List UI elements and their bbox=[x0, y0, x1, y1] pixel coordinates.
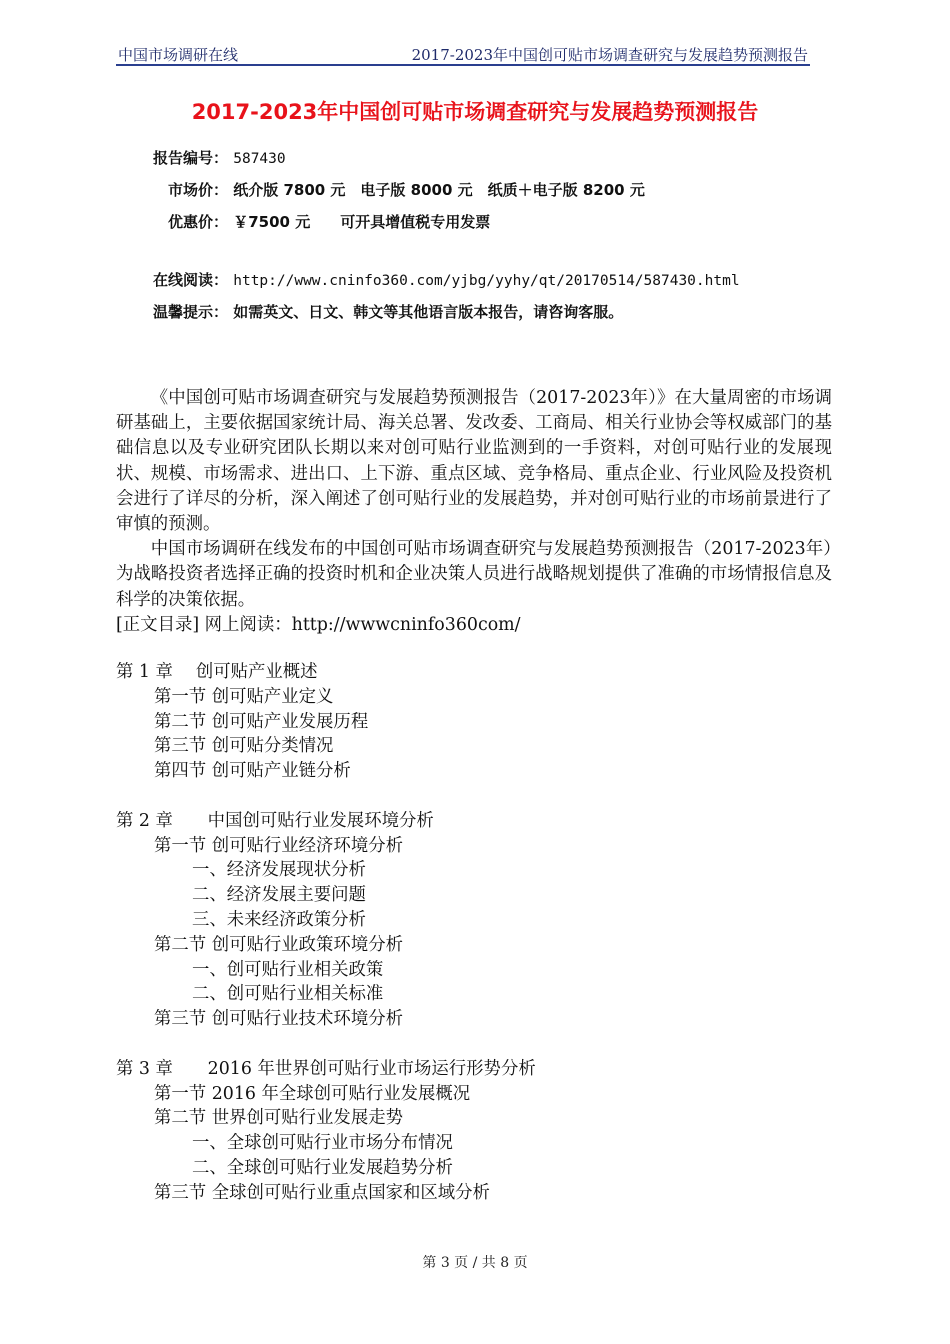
toc-item: 三、未来经济政策分析 bbox=[192, 909, 366, 930]
report-number-label: 报告编号： bbox=[152, 149, 228, 167]
price-label: 市场价： bbox=[167, 181, 228, 199]
toc-chapter-3: 第 3 章 2016 年世界创可贴行业市场运行形势分析 bbox=[116, 1058, 536, 1079]
toc-item: 二、全球创可贴行业发展趋势分析 bbox=[192, 1157, 453, 1178]
intro-paragraph-2: 中国市场调研在线发布的中国创可贴市场调查研究与发展趋势预测报告（2017-2023年）为战略投资者选择正确的投资时机和企业决策人员进行战略规划提供了准确的市场情报信息及科学的决策依据。 bbox=[116, 539, 832, 610]
toc-item: 二、创可贴行业相关标准 bbox=[192, 984, 384, 1005]
discount-row bbox=[130, 211, 490, 232]
toc-section: 第二节 创可贴产业发展历程 bbox=[154, 711, 369, 732]
toc-item: 一、经济发展现状分析 bbox=[192, 860, 366, 881]
price-row bbox=[130, 179, 645, 200]
header-site-name: 中国市场调研在线 bbox=[118, 46, 239, 64]
toc-item: 二、经济发展主要问题 bbox=[192, 885, 366, 906]
discount-value: ￥7500 元 可开具增值税专用发票 bbox=[233, 213, 491, 231]
online-reading-label: 在线阅读： bbox=[152, 271, 228, 289]
toc-section: 第一节 2016 年全球创可贴行业发展概况 bbox=[154, 1083, 471, 1104]
toc-section: 第三节 创可贴行业技术环境分析 bbox=[154, 1009, 403, 1030]
toc-item: 一、创可贴行业相关政策 bbox=[192, 959, 384, 980]
price-value: 纸介版 7800 元 电子版 8000 元 纸质＋电子版 8200 元 bbox=[233, 181, 645, 199]
report-number-row bbox=[130, 147, 286, 168]
toc-chapter-2: 第 2 章 中国创可贴行业发展环境分析 bbox=[116, 810, 434, 831]
toc-section: 第二节 世界创可贴行业发展走势 bbox=[154, 1108, 403, 1129]
intro-paragraph-1: 《中国创可贴市场调查研究与发展趋势预测报告（2017-2023年）》在大量周密的市场调研基础上，主要依据国家统计局、海关总署、发改委、工商局、相关行业协会等权威部门的基础信息以及专业研究团队长期以来对创可贴行业监测到的一手资料，对创可贴行业的发展现状、规模、市场需求、进出口、上下游、重点区域、竞争格局、重点企业、行业风险及投资机会进行了详尽的分析，深入阐述了创可贴行业的发展趋势，并对创可贴行业的市场前景进行了审慎的预测。 bbox=[116, 388, 832, 535]
toc-section: 第三节 全球创可贴行业重点国家和区域分析 bbox=[154, 1182, 490, 1203]
toc-section: 第一节 创可贴产业定义 bbox=[154, 686, 334, 707]
intro-section bbox=[116, 386, 832, 638]
toc-section: 第四节 创可贴产业链分析 bbox=[154, 761, 351, 782]
table-of-contents bbox=[116, 660, 536, 1206]
toc-section: 第三节 创可贴分类情况 bbox=[154, 736, 334, 757]
header-report-title: 2017-2023年中国创可贴市场调查研究与发展趋势预测报告 bbox=[411, 46, 808, 64]
discount-label: 优惠价： bbox=[167, 213, 228, 231]
toc-online-link[interactable]: [正文目录] 网上阅读：http://wwwcninfo360com/ bbox=[116, 614, 521, 635]
toc-section: 第一节 创可贴行业经济环境分析 bbox=[154, 835, 403, 856]
toc-item: 一、全球创可贴行业市场分布情况 bbox=[192, 1133, 453, 1154]
report-title: 2017-2023年中国创可贴市场调查研究与发展趋势预测报告 bbox=[191, 100, 759, 124]
toc-section: 第二节 创可贴行业政策环境分析 bbox=[154, 934, 403, 955]
tip-label: 温馨提示： bbox=[152, 303, 228, 321]
tip-row bbox=[130, 301, 623, 322]
online-reading-row bbox=[130, 269, 740, 290]
tip-value: 如需英文、日文、韩文等其他语言版本报告，请咨询客服。 bbox=[233, 303, 624, 321]
page-header bbox=[116, 42, 810, 66]
toc-chapter-1: 第 1 章 创可贴产业概述 bbox=[116, 662, 318, 682]
page-number: 第 3 页 / 共 8 页 bbox=[422, 1255, 528, 1271]
report-number-value: 587430 bbox=[233, 151, 286, 167]
online-reading-link[interactable]: http://www.cninfo360.com/yjbg/yyhy/qt/20170514/587430.html bbox=[233, 273, 740, 289]
